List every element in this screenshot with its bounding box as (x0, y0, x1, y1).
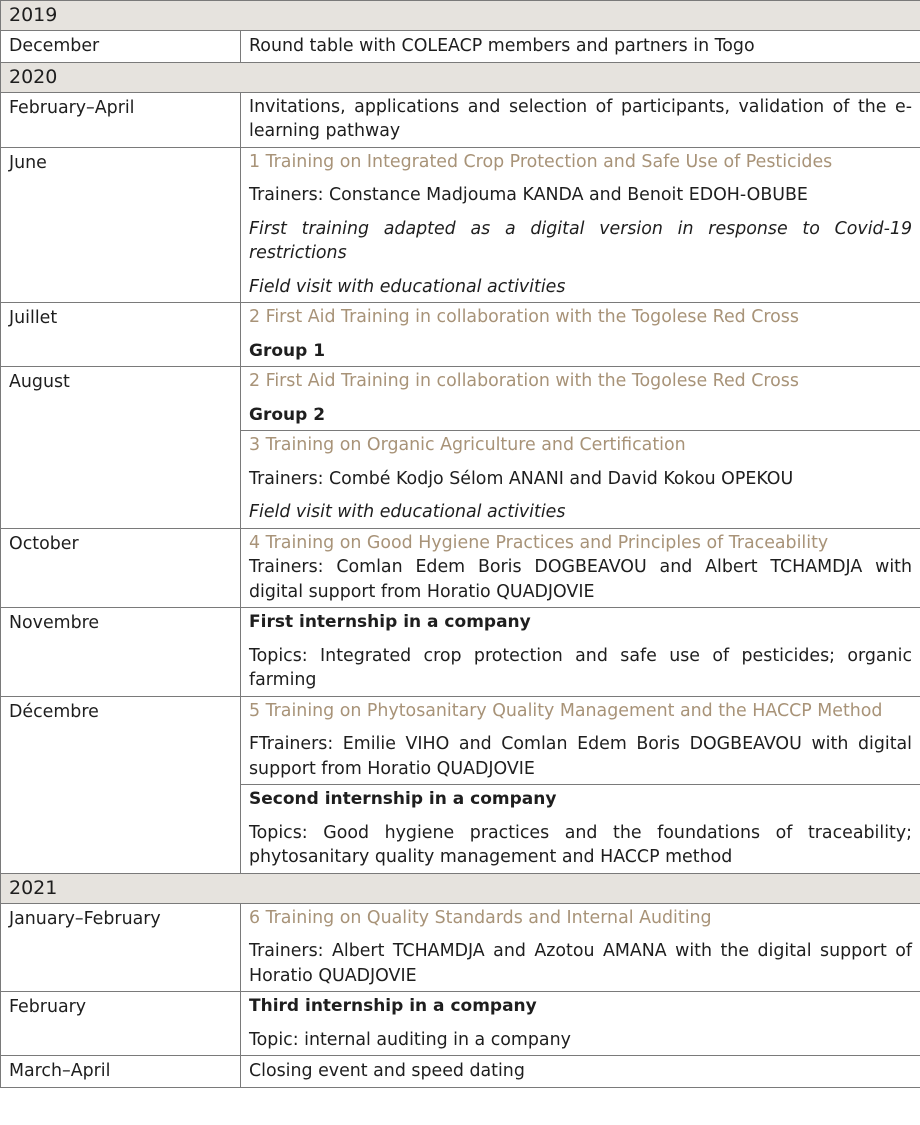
activity-cell (241, 367, 920, 431)
table-row (1, 992, 920, 1056)
month-cell: December (1, 31, 241, 63)
month-cell: January–February (1, 903, 241, 992)
month-cell: October (1, 528, 241, 608)
training-title: 2 First Aid Training in collaboration with the Togolese Red Cross (249, 371, 799, 391)
month-cell: August (1, 367, 241, 529)
internship-title: Third internship in a company (249, 996, 537, 1016)
topics-text: Topics: Good hygiene practices and the foundations of traceability; phytosanitary quality management and HACCP method (249, 822, 913, 867)
table-row (1, 92, 920, 147)
table-row (1, 367, 920, 431)
note-text: Field visit with educational activities (249, 502, 566, 522)
activity-cell (241, 992, 920, 1056)
activity-cell (241, 903, 920, 992)
group-label: Group 2 (249, 404, 326, 425)
activity-cell (241, 696, 920, 785)
topics-text: Topics: Integrated crop protection and safe use of pesticides; organic farming (249, 645, 913, 690)
table-row (1, 696, 920, 785)
trainers-text: Trainers: Combé Kodjo Sélom ANANI and David Kokou OPEKOU (249, 468, 794, 489)
training-title: 5 Training on Phytosanitary Quality Management and the HACCP Method (249, 700, 883, 721)
month-cell: Décembre (1, 696, 241, 873)
activity-cell: Round table with COLEACP members and partners in Togo (241, 31, 920, 63)
month-cell: March–April (1, 1056, 241, 1088)
group-label: Group 1 (249, 340, 326, 361)
activity-cell (241, 147, 920, 303)
table-row (1, 608, 920, 697)
trainers-text: Trainers: Albert TCHAMDJA and Azotou AMANA with the digital support of Horatio QUADJOVIE (249, 941, 913, 986)
year-label: 2019 (1, 1, 920, 31)
training-title: 6 Training on Quality Standards and Internal Auditing (249, 907, 712, 928)
internship-title: Second internship in a company (249, 789, 557, 809)
trainers-text: FTrainers: Emilie VIHO and Comlan Edem Boris DOGBEAVOU with digital support from Horatio QUADJOVIE (249, 734, 913, 779)
activity-cell: Invitations, applications and selection of participants, validation of the e-learning pathway (241, 92, 920, 147)
activity-cell: Closing event and speed dating (241, 1056, 920, 1088)
year-row-2019 (1, 1, 920, 31)
topics-text: Topic: internal auditing in a company (249, 1029, 571, 1050)
table-row (1, 147, 920, 303)
activity-cell (241, 528, 920, 608)
note-text: First training adapted as a digital version in response to Covid-19 restrictions (249, 218, 913, 263)
trainers-text: Trainers: Constance Madjouma KANDA and Benoit EDOH-OBUBE (249, 185, 808, 205)
year-row-2020 (1, 62, 920, 92)
month-cell: June (1, 147, 241, 303)
activity-cell (241, 431, 920, 529)
training-title: 4 Training on Good Hygiene Practices and Principles of Traceability (249, 532, 829, 553)
month-cell: February (1, 992, 241, 1056)
table-row (1, 303, 920, 367)
table-row (1, 31, 920, 63)
activity-cell (241, 608, 920, 697)
month-cell: February–April (1, 92, 241, 147)
year-label: 2021 (1, 873, 920, 903)
trainers-text: Trainers: Comlan Edem Boris DOGBEAVOU and Albert TCHAMDJA with digital support from Horatio QUADJOVIE (249, 557, 913, 602)
table-row (1, 528, 920, 608)
table-row (1, 1056, 920, 1088)
training-title: 2 First Aid Training in collaboration with the Togolese Red Cross (249, 307, 799, 327)
activity-cell (241, 303, 920, 367)
training-title: 3 Training on Organic Agriculture and Certification (249, 435, 686, 455)
note-text: Field visit with educational activities (249, 276, 566, 297)
internship-title: First internship in a company (249, 612, 531, 632)
month-cell: Juillet (1, 303, 241, 367)
month-cell: Novembre (1, 608, 241, 697)
activity-cell (241, 785, 920, 874)
training-title: 1 Training on Integrated Crop Protection and Safe Use of Pesticides (249, 151, 833, 172)
table-row (1, 903, 920, 992)
year-row-2021 (1, 873, 920, 903)
year-label: 2020 (1, 62, 920, 92)
